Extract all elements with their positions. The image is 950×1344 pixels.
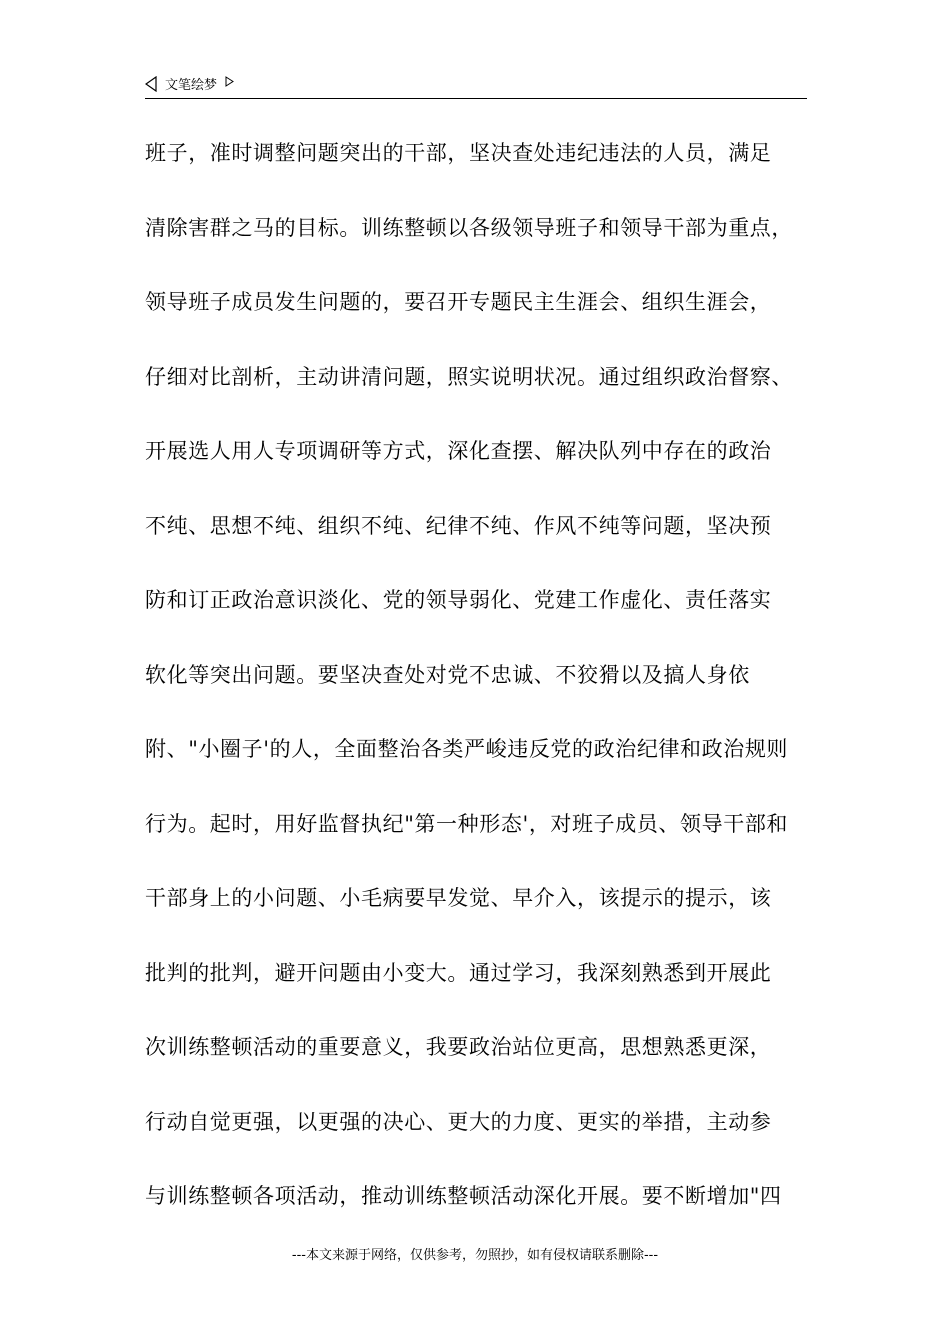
triangle-right-icon: [225, 76, 234, 87]
text-line: 次训练整顿活动的重要意义，我要政治站位更高，思想熟悉更深，: [145, 1035, 772, 1059]
text-line: 与训练整顿各项活动，推动训练整顿活动深化开展。要不断增加"四: [145, 1184, 782, 1208]
text-line: 附、"小圈子'的人，全面整治各类严峻违反党的政治纪律和政治规则: [145, 737, 789, 761]
text-line: 仔细对比剖析，主动讲清问题，照实说明状况。通过组织政治督察、: [145, 364, 793, 389]
triangle-left-icon: [145, 76, 157, 92]
text-line: 行为。起时，用好监督执纪"第一种形态'，对班子成员、领导干部和: [145, 811, 789, 836]
text-line: 防和订正政治意识淡化、党的领导弱化、党建工作虚化、责任落实: [145, 588, 772, 612]
text-line: 开展选人用人专项调研等方式，深化查摆、解决队列中存在的政治: [145, 439, 772, 463]
page-header: [145, 72, 807, 99]
footer-notice: ---本文来源于网络，仅供参考，勿照抄，如有侵权请联系删除---: [291, 1248, 659, 1263]
header-brand-row: [145, 74, 234, 93]
text-line: 清除害群之马的目标。训练整顿以各级领导班子和领导干部为重点，: [145, 215, 793, 240]
text-line: 不纯、思想不纯、组织不纯、纪律不纯、作风不纯等问题，坚决预: [145, 513, 772, 538]
text-line: 批判的批判，避开问题由小变大。通过学习，我深刻熟悉到开展此: [145, 960, 772, 985]
text-line: 班子，准时调整问题突出的干部，坚决查处违纪违法的人员，满足: [145, 141, 772, 165]
text-line: 干部身上的小问题、小毛病要早发觉、早介入，该提示的提示，该: [145, 886, 772, 910]
text-line: 软化等突出问题。要坚决查处对党不忠诚、不狡猾以及搞人身依: [145, 662, 750, 687]
header-brand: 文笔绘梦: [165, 78, 218, 93]
text-line: 行动自觉更强，以更强的决心、更大的力度、更实的举措，主动参: [145, 1109, 772, 1134]
text-line: 领导班子成员发生问题的，要召开专题民主生涯会、组织生涯会，: [145, 290, 772, 314]
document-body: [145, 133, 815, 1251]
